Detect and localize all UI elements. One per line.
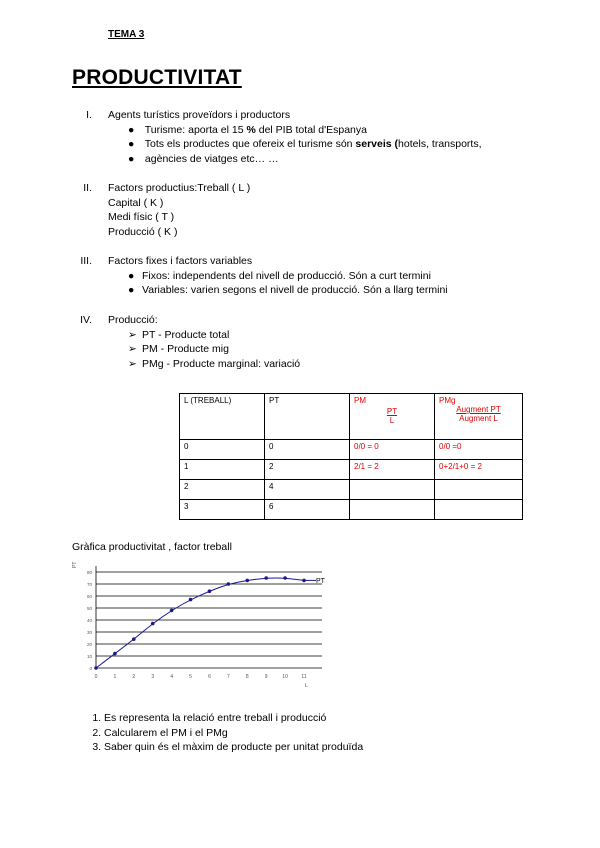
bullet-item: ● agències de viatges etc… …	[128, 152, 279, 165]
section-line: Medi físic ( T )	[108, 211, 175, 223]
data-point	[132, 637, 136, 641]
section-heading: Factors fixes i factors variables	[108, 255, 253, 267]
header-pm: PM PT L	[350, 394, 435, 440]
table-row	[180, 480, 523, 500]
arrow-item: ➢ PM - Producte mig	[128, 343, 229, 355]
series-line-pt	[96, 578, 304, 668]
table-cell: 0+2/1+0 = 2	[435, 460, 523, 480]
table-cell: 4	[265, 480, 350, 500]
section-heading: Producció:	[108, 314, 158, 326]
section-2	[70, 181, 250, 239]
x-tick-label: 0	[94, 674, 98, 680]
data-point	[94, 666, 98, 670]
bullet-dot-icon: ●	[128, 284, 135, 296]
bullet-item: ● Variables: varien segons el nivell de producció. Són a llarg termini	[128, 284, 448, 296]
x-tick-label: 11	[301, 674, 307, 680]
table-row	[180, 460, 523, 480]
bullet-item: ● Fixos: independents del nivell de producció. Són a curt termini	[128, 269, 431, 282]
section-number: IV.	[80, 314, 92, 326]
table-cell: 0/0 = 0	[350, 440, 435, 460]
y-tick-label: 80	[86, 570, 92, 575]
x-tick-label: 9	[264, 674, 268, 680]
data-point	[227, 582, 231, 586]
table-cell	[350, 480, 435, 500]
production-table	[179, 393, 523, 520]
chart-caption: Gràfica productivitat , factor treball	[72, 541, 232, 553]
table-cell	[350, 500, 435, 520]
arrow-bullet-icon: ➢	[128, 357, 137, 370]
list-item: 3. Saber quin és el màxim de producte per unitat produïda	[104, 740, 363, 755]
x-tick-label: 2	[132, 674, 136, 680]
data-point	[283, 576, 287, 580]
x-tick-label: 8	[245, 674, 249, 680]
section-number: I.	[86, 109, 92, 121]
table-cell: 2/1 = 2	[350, 460, 435, 480]
x-tick-label: 5	[189, 674, 192, 680]
legend-label: PT	[316, 577, 325, 585]
y-axis-label: PT	[72, 561, 78, 568]
data-point	[245, 579, 249, 583]
bullet-dot-icon: ●	[128, 152, 135, 165]
header-l: L (TREBALL)	[180, 394, 265, 440]
section-line: Capital ( K )	[108, 196, 164, 209]
y-tick-label: 40	[86, 618, 92, 623]
table-cell: 6	[265, 500, 350, 520]
table-cell: 0	[180, 440, 265, 460]
table-cell: 0/0 =0	[435, 440, 523, 460]
y-tick-label: 0	[89, 666, 92, 671]
section-1	[70, 108, 482, 166]
y-tick-label: 50	[86, 606, 92, 611]
bullet-dot-icon: ●	[128, 138, 135, 150]
header-pt: PT	[265, 394, 350, 440]
x-tick-label: 10	[282, 674, 288, 680]
data-point	[113, 652, 117, 656]
table-cell	[435, 480, 523, 500]
data-point	[151, 622, 155, 626]
productivity-chart	[70, 556, 340, 696]
data-point	[189, 598, 193, 602]
y-tick-label: 70	[86, 582, 92, 587]
page-title: PRODUCTIVITAT	[72, 66, 242, 89]
table-header-row	[180, 394, 523, 440]
y-tick-label: 20	[86, 642, 92, 647]
y-tick-label: 60	[86, 594, 92, 599]
section-heading: Agents turístics proveïdors i productors	[108, 109, 291, 121]
table-cell: 1	[180, 460, 265, 480]
data-point	[264, 576, 268, 580]
x-tick-label: 1	[113, 674, 117, 680]
section-number: III.	[80, 255, 92, 267]
list-item: 2. Calcularem el PM i el PMg	[104, 726, 363, 741]
arrow-bullet-icon: ➢	[128, 343, 137, 355]
data-point	[170, 609, 174, 613]
table-cell: 3	[180, 500, 265, 520]
list-item: 1. Es representa la relació entre treball i producció	[104, 711, 363, 726]
bullet-item: ● Turisme: aporta el 15 % del PIB total d'Espanya	[128, 123, 367, 136]
arrow-bullet-icon: ➢	[128, 328, 137, 341]
table-row	[180, 500, 523, 520]
section-number: II.	[83, 182, 92, 194]
conclusions-list	[70, 711, 363, 755]
tema-label: TEMA 3	[108, 29, 145, 40]
section-line: Producció ( K )	[108, 225, 178, 238]
table-cell	[435, 500, 523, 520]
table-cell: 2	[180, 480, 265, 500]
y-tick-label: 10	[86, 654, 92, 659]
table-cell: 0	[265, 440, 350, 460]
header-pmg: PMg Augment PT Augment L	[435, 394, 523, 440]
x-tick-label: 7	[226, 674, 230, 680]
bullet-item: ● Tots els productes que ofereix el turisme són serveis (hotels, transports,	[128, 138, 482, 150]
bullet-dot-icon: ●	[128, 269, 135, 282]
table-cell: 2	[265, 460, 350, 480]
x-axis-label: L	[305, 683, 308, 689]
table-row	[180, 440, 523, 460]
data-point	[208, 589, 212, 593]
section-heading: Factors productius:Treball ( L )	[108, 182, 251, 194]
y-tick-label: 30	[86, 630, 92, 635]
x-tick-label: 6	[208, 674, 211, 680]
x-tick-label: 4	[170, 674, 174, 680]
arrow-item: ➢ PMg - Producte marginal: variació	[128, 357, 301, 370]
x-tick-label: 3	[151, 674, 155, 680]
bullet-dot-icon: ●	[128, 123, 135, 136]
arrow-item: ➢ PT - Producte total	[128, 328, 230, 341]
section-4	[70, 313, 300, 371]
section-3	[70, 254, 448, 298]
